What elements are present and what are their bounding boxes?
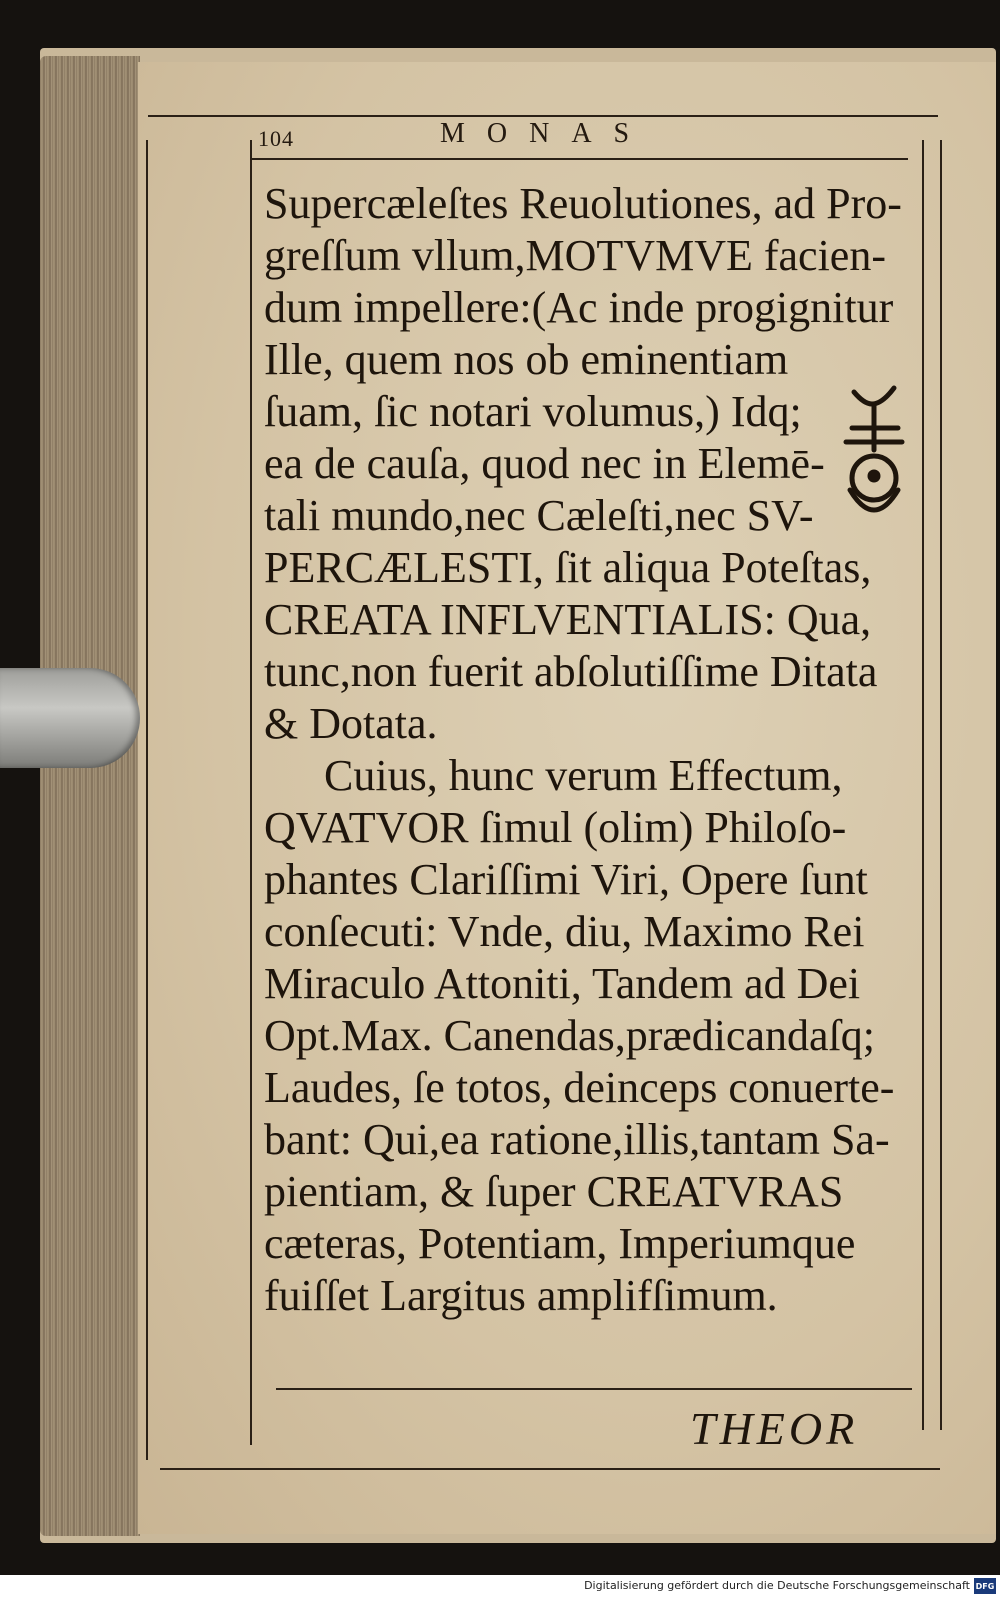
monas-hieroglyphica-icon [836,380,916,530]
text-line: CREATA INFLVENTIALIS: Qua, [264,595,872,644]
text-line: tunc,non fuerit abſolutiſſime Ditata [264,647,878,696]
text-line: phantes Clariſſimi Viri, Opere ſunt [264,855,868,904]
catchword: THEOR [690,1403,859,1454]
footer-rule [276,1388,912,1390]
text-line: Miraculo Attoniti, Tandem ad Dei [264,959,861,1008]
page-number: 104 [258,126,294,151]
text-line: fuiſſet Largitus amplifſimum. [264,1271,778,1320]
text-line: conſecuti: Vnde, diu, Maximo Rei [264,907,865,956]
frame-right-rule [940,140,942,1430]
text-line: ea de cauſa, quod nec in Elemē- [264,439,825,488]
frame-left-rule [146,140,148,1460]
header-rule [252,158,908,160]
footer-credit: Digitalisierung gefördert durch die Deutsche Forschungsgemeinschaft [584,1579,970,1592]
text-line: PERCÆLESTI, ſit aliqua Poteſtas, [264,543,872,592]
text-line: Supercæleſtes Reuolutiones, ad Pro- [264,179,902,228]
text-line: tali mundo,nec Cæleſti,nec SV- [264,491,814,540]
inner-left-rule [250,140,252,1445]
text-line: bant: Qui,ea ratione,illis,tantam Sa- [264,1115,890,1164]
dfg-logo: DFG [974,1578,996,1594]
text-line: & Dotata. [264,699,438,748]
page-clip [0,668,140,768]
running-head: MONAS [440,118,652,149]
text-line: ſuam, ſic notari volumus,) Idq; [264,387,802,436]
text-line: greſſum vllum,MOTVMVE facien- [264,231,886,280]
text-line: Laudes, ſe totos, deinceps conuerte- [264,1063,895,1112]
frame-bottom-rule [160,1468,940,1470]
body-text [264,178,924,1322]
text-line: Cuius, hunc verum Effectum, [324,751,843,800]
text-line: Opt.Max. Canendas,prædicandaſq; [264,1011,875,1060]
text-line: Ille, quem nos ob eminentiam [264,335,789,384]
text-line: QVATVOR ſimul (olim) Philoſo- [264,803,847,852]
text-line: cæteras, Potentiam, Imperiumque [264,1219,856,1268]
frame-top-rule [148,115,938,117]
text-line: pientiam, & ſuper CREATVRAS [264,1167,844,1216]
text-line: dum impellere:(Ac inde progignitur [264,283,894,332]
page-edges [40,56,140,1536]
